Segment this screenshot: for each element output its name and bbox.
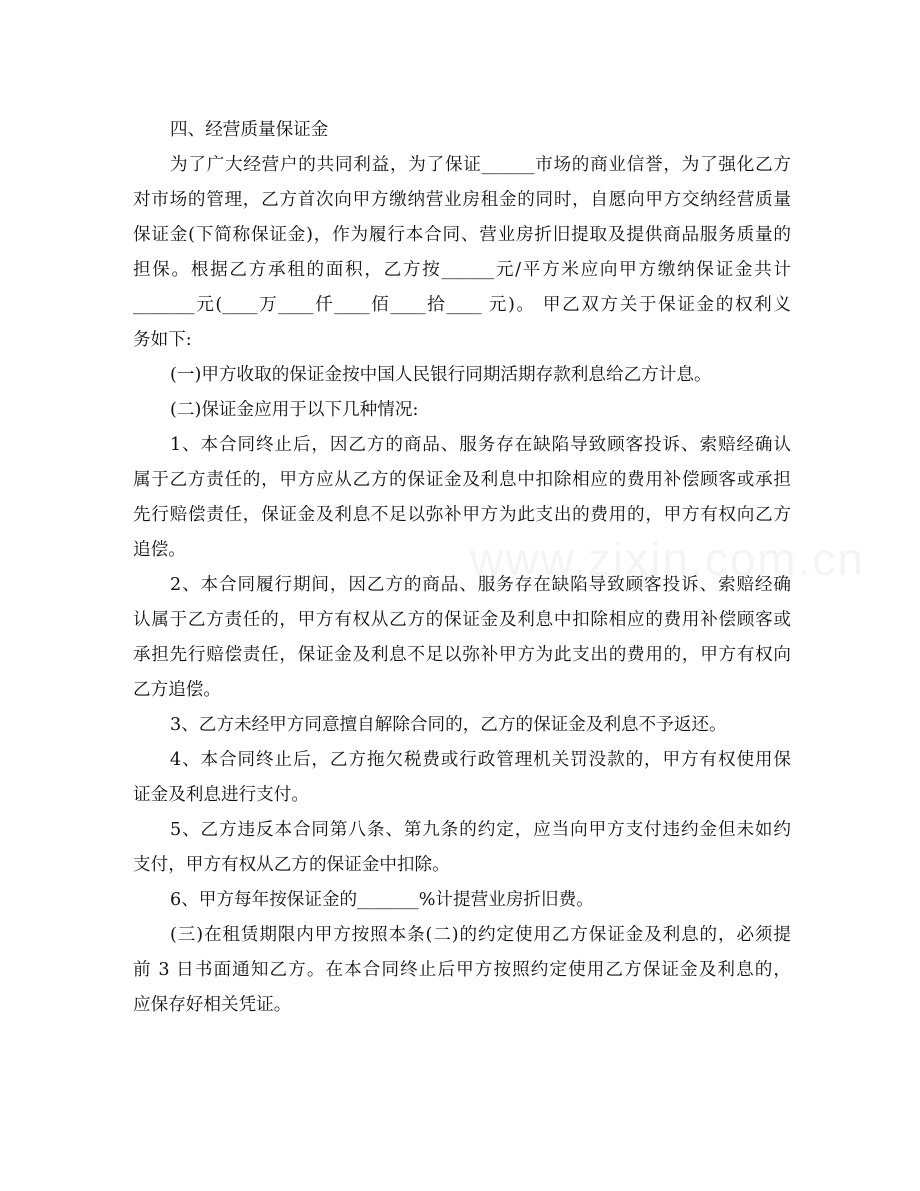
- paragraph-line: 保证金(下简称保证金)，作为履行本合同、营业房折旧提取及提供商品服务质量的: [133, 225, 791, 245]
- subclause-6: 6、甲方每年按保证金的_______%计提营业房折旧费。: [170, 890, 594, 910]
- paragraph-line: 追偿。: [133, 540, 186, 560]
- paragraph-line: 2、本合同履行期间，因乙方的商品、服务存在缺陷导致顾客投诉、索赔经确: [170, 575, 791, 595]
- paragraph-line: 乙方追偿。: [133, 680, 221, 700]
- clause-two: (二)保证金应用于以下几种情况:: [170, 400, 419, 420]
- subclause-4: [133, 743, 791, 813]
- clause-three: [133, 918, 791, 1023]
- paragraph-line: 对市场的管理，乙方首次向甲方缴纳营业房租金的同时，自愿向甲方交纳经营质量: [133, 190, 791, 210]
- document-body: [133, 113, 791, 1023]
- clause-one: (一)甲方收取的保证金按中国人民银行同期活期存款利息给乙方计息。: [170, 365, 712, 385]
- paragraph-line: 先行赔偿责任，保证金及利息不足以弥补甲方为此支出的费用的，甲方有权向乙方: [133, 505, 791, 525]
- paragraph-line: 前 3 日书面通知乙方。在本合同终止后甲方按照约定使用乙方保证金及利息的，: [133, 960, 791, 980]
- subclause-2: [133, 568, 791, 708]
- paragraph-line: (三)在租赁期限内甲方按照本条(二)的约定使用乙方保证金及利息的，必须提: [170, 925, 791, 945]
- subclause-5: [133, 813, 791, 883]
- subclause-1: [133, 428, 791, 568]
- watermark: www.zixin.com.cn: [470, 533, 865, 585]
- paragraph-line: 为了广大经营户的共同利益，为了保证______市场的商业信誉，为了强化乙方: [170, 155, 791, 175]
- paragraph-line: 承担先行赔偿责任，保证金及利息不足以弥补甲方为此支出的费用的，甲方有权向: [133, 645, 791, 665]
- subclause-3: 3、乙方未经甲方同意擅自解除合同的，乙方的保证金及利息不予返还。: [170, 715, 727, 735]
- paragraph-line: 认属于乙方责任的，甲方有权从乙方的保证金及利息中扣除相应的费用补偿顾客或: [133, 610, 791, 630]
- paragraph-line: 5、乙方违反本合同第八条、第九条的约定，应当向甲方支付违约金但未如约: [170, 820, 791, 840]
- paragraph-line: 属于乙方责任的，甲方应从乙方的保证金及利息中扣除相应的费用补偿顾客或承担: [133, 470, 791, 490]
- paragraph-line: 4、本合同终止后，乙方拖欠税费或行政管理机关罚没款的，甲方有权使用保: [170, 750, 791, 770]
- intro-paragraph: [133, 148, 791, 358]
- paragraph-line: 担保。根据乙方承租的面积，乙方按______元/平方米应向甲方缴纳保证金共计: [133, 260, 791, 280]
- paragraph-line: 应保存好相关凭证。: [133, 995, 292, 1015]
- paragraph-line: 务如下:: [133, 330, 192, 350]
- paragraph-line: 证金及利息进行支付。: [133, 785, 309, 805]
- paragraph-line: 1、本合同终止后，因乙方的商品、服务存在缺陷导致顾客投诉、索赔经确认: [170, 435, 791, 455]
- paragraph-line: _______元(____万____仟____佰____拾____ 元)。 甲乙双方关于保证金的权利义: [133, 295, 791, 315]
- section-heading: 四、经营质量保证金: [170, 120, 329, 140]
- paragraph-line: 支付，甲方有权从乙方的保证金中扣除。: [133, 855, 450, 875]
